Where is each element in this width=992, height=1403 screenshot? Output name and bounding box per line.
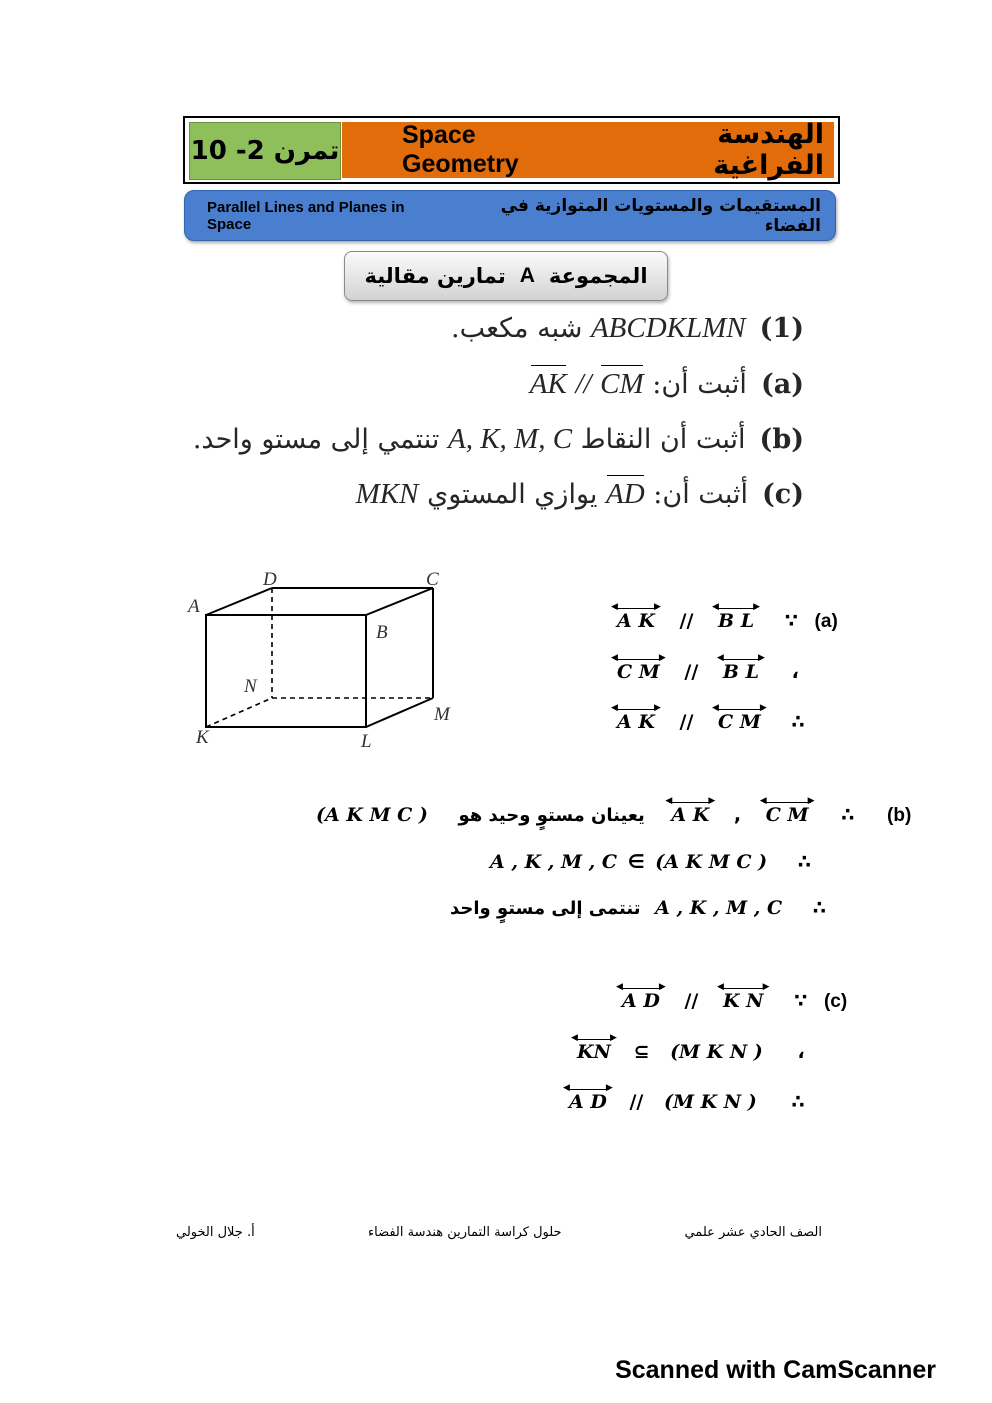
part-b-tag: (b) <box>759 424 804 455</box>
vertex-n: N <box>244 676 257 697</box>
sol-a-vec3: ◀ C M ▶ <box>611 653 666 683</box>
sol-b-line1 <box>316 796 912 827</box>
sol-b-line2 <box>490 851 811 873</box>
sol-b-vec2: ◀ C M ▶ <box>759 796 815 826</box>
sol-b-points: A , K , M , C <box>490 851 617 873</box>
vertex-b: B <box>376 622 388 643</box>
title-arabic: الهندسة الفراغية <box>713 119 824 181</box>
comma-symbol: ، <box>791 661 799 683</box>
sol-b-text3: تنتمى إلى مستوٍ واحد <box>450 898 641 919</box>
sol-c-therefore: ∴ <box>791 1091 805 1113</box>
part-c-text2: يوازي المستوي <box>427 479 598 510</box>
sol-a-line1 <box>611 602 838 633</box>
sol-c-par1: // <box>684 990 699 1012</box>
sol-b-plane2: (A K M C ) <box>655 851 768 873</box>
sol-a-par2: // <box>684 661 699 683</box>
group-letter: A <box>519 264 535 287</box>
sol-c-par2: // <box>629 1091 644 1113</box>
subset-symbol: ⊆ <box>633 1041 650 1063</box>
therefore-symbol: ∴ <box>791 711 805 733</box>
plane-mkn: MKN <box>355 478 419 510</box>
problem-part-a <box>530 368 804 401</box>
group-heading <box>344 251 668 301</box>
lesson-title-english: Parallel Lines and Planes in Space <box>207 198 405 233</box>
sol-c-vec1: ◀ A D ▶ <box>616 982 666 1012</box>
exercise-number: تمرن 2- 10 <box>189 122 341 180</box>
problem-intro-text: شبه مكعب. <box>451 313 583 344</box>
sol-a-par1: // <box>679 610 694 632</box>
footer-book: حلول كراسة التمارين هندسة الفضاء <box>368 1225 562 1240</box>
problem-part-c <box>356 478 804 511</box>
sol-b-vec1: ◀ A K ▶ <box>665 796 716 826</box>
sol-b-therefore3: ∴ <box>812 897 826 919</box>
sol-c-label: (c) <box>823 991 848 1012</box>
part-b-text2: تنتمي إلى مستو واحد. <box>192 424 440 455</box>
part-c-tag: (c) <box>761 479 804 510</box>
sol-a-vec5: ◀ A K ▶ <box>611 703 661 733</box>
vertex-m: M <box>434 704 450 725</box>
sol-a-label: (a) <box>814 611 838 632</box>
lesson-title-arabic: المستقيمات والمستويات المتوازية في الفضاء <box>500 195 821 236</box>
sol-a-line2 <box>611 653 799 683</box>
sol-c-vec4: ◀ A D ▶ <box>563 1083 613 1113</box>
part-c-text1: أثبت أن: <box>653 479 748 510</box>
sol-b-label: (b) <box>887 805 912 826</box>
sol-c-line3 <box>563 1083 805 1113</box>
sol-c-vec2: ◀ K N ▶ <box>716 982 770 1012</box>
sol-a-vec4: ◀ B L ▶ <box>716 653 765 683</box>
vertex-a: A <box>188 596 200 617</box>
vector-ak: AK <box>529 368 567 400</box>
sol-a-vec6: ◀ C M ▶ <box>712 703 767 733</box>
header-title-bar <box>342 119 834 181</box>
vertex-k: K <box>196 727 209 748</box>
edge-lm <box>366 698 433 727</box>
sol-c-comma: ، <box>797 1041 805 1063</box>
sol-b-sep: , <box>733 804 742 826</box>
element-of-symbol: ∈ <box>627 851 645 873</box>
sol-a-vec1: ◀ A K ▶ <box>611 602 661 632</box>
sol-c-because: ∵ <box>794 990 808 1012</box>
problem-intro <box>451 312 804 345</box>
sol-a-par3: // <box>679 711 694 733</box>
edge-kn-hidden <box>206 698 272 727</box>
footer-class: الصف الحادي عشر علمي <box>684 1225 822 1240</box>
vertex-c: C <box>426 569 439 590</box>
edge-ad <box>206 588 272 615</box>
problem-number: (1) <box>759 313 804 344</box>
sol-b-plane: (A K M C ) <box>316 804 428 826</box>
sol-a-vec2: ◀ B L ▶ <box>712 602 761 632</box>
sol-c-vec3: ◀ KN ▶ <box>571 1033 617 1063</box>
front-face <box>206 615 366 727</box>
because-symbol: ∵ <box>784 610 798 632</box>
sol-a-line3 <box>611 703 805 733</box>
group-label: المجموعة <box>548 264 648 288</box>
title-english: Space Geometry <box>402 121 519 178</box>
parallel-sign: // <box>575 368 592 400</box>
sol-c-plane1: (M K N ) <box>670 1041 763 1063</box>
prism-name: ABCDKLMN <box>590 312 746 344</box>
sol-c-line1 <box>616 982 848 1013</box>
edge-bc <box>366 588 433 615</box>
vector-ad: AD <box>606 478 645 510</box>
part-b-text1: أثبت أن النقاط <box>580 424 746 455</box>
vector-cm: CM <box>600 368 644 400</box>
vertex-d: D <box>263 569 277 590</box>
footer-teacher: أ. جلال الخولي <box>176 1225 255 1240</box>
part-a-tag: (a) <box>760 369 804 400</box>
vertex-l: L <box>361 731 372 752</box>
sol-b-therefore1: ∴ <box>841 804 855 826</box>
sol-b-points2: A , K , M , C <box>655 897 783 919</box>
part-a-text: أثبت أن: <box>652 369 747 400</box>
sol-b-therefore2: ∴ <box>797 851 811 873</box>
sol-c-line2 <box>571 1033 805 1063</box>
lesson-bar <box>184 190 836 241</box>
prism-figure <box>180 565 470 755</box>
sol-c-plane2: (M K N ) <box>663 1091 757 1113</box>
sol-b-line3 <box>450 897 826 919</box>
part-b-points: A, K, M, C <box>447 423 573 455</box>
scanner-watermark: Scanned with CamScanner <box>615 1356 936 1384</box>
group-kind: تمارين مقالية <box>364 264 506 288</box>
sol-b-text1: يعينان مستوٍ وحيد هو <box>458 805 645 826</box>
problem-part-b <box>193 423 804 456</box>
